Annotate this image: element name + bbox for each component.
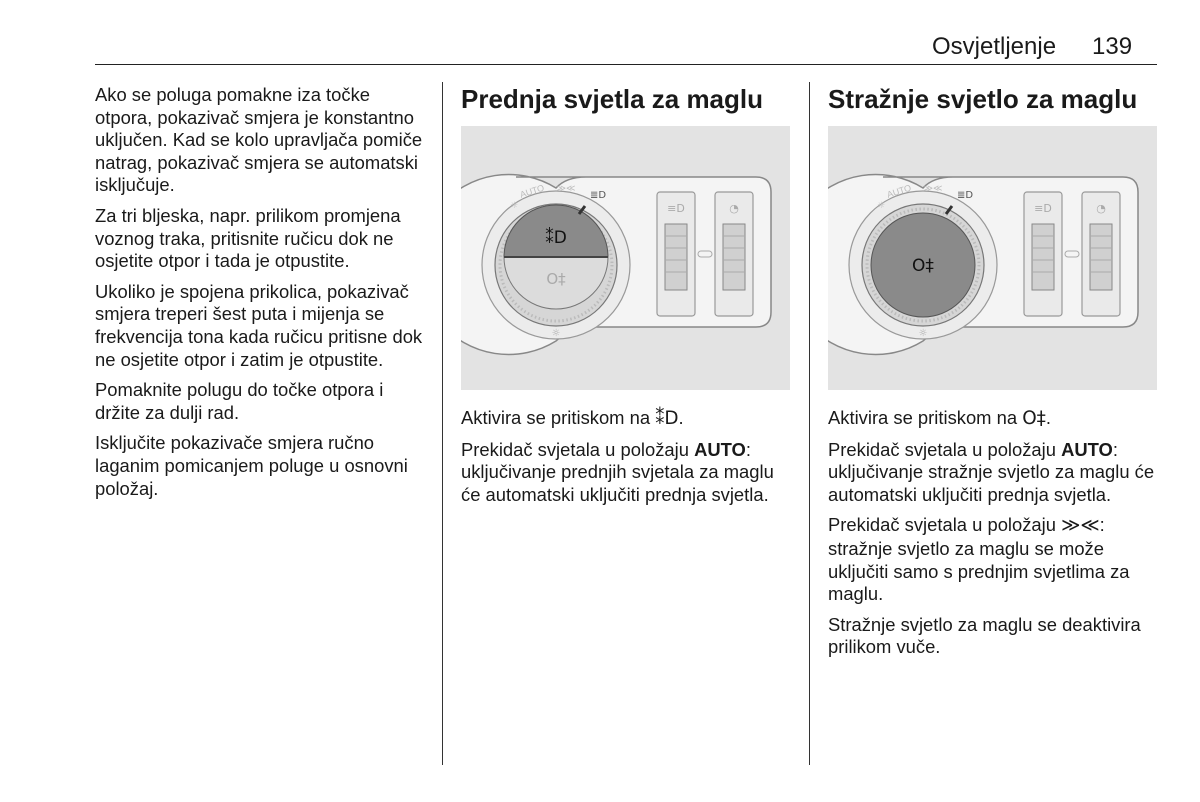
light-switch-figure-rear: [828, 126, 1157, 390]
light-switch-figure-front: [461, 126, 790, 390]
section-heading-rear-fog: Stražnje svjetlo za maglu: [828, 84, 1138, 114]
sidelight-paragraph: Prekidač svjetala u položaju ≫≪: stražnje svjetlo za maglu se može uključiti samo s prednjim svjetlima za maglu.: [828, 514, 1130, 605]
light-switch-illustration: [828, 126, 1157, 390]
off-position-icon: ☼: [509, 201, 519, 211]
headlight-range-icon: ≡D: [1034, 202, 1052, 215]
sidelight-position-icon: ≫≪: [923, 184, 943, 194]
paragraph: Za tri bljeska, napr. prilikom promjena voznog traka, pritisnite ručicu dok ne osjetite otpor i tada je otpustite.: [95, 204, 401, 272]
auto-paragraph: Prekidač svjetala u položaju AUTO: uključivanje stražnje svjetlo za maglu će automatski uključiti prednja svjetla.: [828, 438, 1155, 505]
activate-paragraph: Aktivira se pritiskom na ⁑D.: [461, 407, 684, 429]
sidelight-icon: ≫≪: [1061, 515, 1100, 537]
chapter-title: Osvjetljenje: [932, 33, 1057, 60]
auto-label: AUTO: [1061, 438, 1113, 460]
headlight-position-icon: ≣D: [589, 190, 607, 201]
instrument-illumination-icon: ☼: [551, 328, 561, 339]
auto-position-label: AUTO: [885, 182, 913, 200]
section-heading-front-fog: Prednja svjetla za maglu: [461, 84, 764, 114]
paragraph: Ukoliko je spojena prikolica, pokazivač smjera treperi šest puta i mijenja se frekvencija tona kada ručicu pritisne dok ne osjetite otpor i zatim je otpustite.: [95, 280, 423, 370]
column-2: [461, 84, 791, 514]
front-fog-icon: ⁑D: [655, 408, 679, 429]
paragraph: Ako se poluga pomakne iza točke otpora, pokazivač smjera je konstantno uključen. Kad se kolo upravljača pomiče natrag, pokazivač smjera se automatski isključuje.: [95, 84, 423, 196]
page-number: 139: [1092, 33, 1133, 60]
towing-paragraph: Stražnje svjetlo za maglu se deaktivira prilikom vuče.: [828, 613, 1141, 658]
column-divider-1: [442, 82, 443, 765]
dimmer-icon: ◔: [1096, 202, 1106, 215]
auto-label: AUTO: [694, 438, 746, 460]
off-position-icon: ☼: [876, 201, 886, 211]
auto-paragraph: Prekidač svjetala u položaju AUTO: uključivanje prednjih svjetala za maglu će automatski uključiti prednja svjetla.: [461, 438, 774, 505]
dimmer-icon: ◔: [729, 202, 739, 215]
column-divider-2: [809, 82, 810, 765]
rear-fog-button-icon[interactable]: O‡: [546, 270, 566, 288]
paragraph: Pomaknite polugu do točke otpora i držite za dulji rad.: [95, 379, 384, 423]
headlight-range-icon: ≡D: [667, 202, 685, 215]
activate-paragraph: Aktivira se pritiskom na O‡.: [828, 407, 1051, 429]
column-3: [828, 84, 1158, 667]
instrument-illumination-icon: ☼: [918, 328, 928, 339]
auto-position-label: AUTO: [518, 182, 546, 200]
light-switch-illustration: [461, 126, 790, 390]
front-fog-button-icon[interactable]: ⁑D: [545, 228, 567, 248]
header-rule: [95, 64, 1157, 65]
rear-fog-button-icon[interactable]: O‡: [912, 256, 934, 276]
headlight-position-icon: ≣D: [956, 190, 974, 201]
rear-fog-icon: O‡: [1022, 408, 1046, 429]
sidelight-position-icon: ≫≪: [556, 184, 576, 194]
column-1: [95, 84, 430, 508]
paragraph: Isključite pokazivače smjera ručno laganim pomicanjem poluge u osnovni položaj.: [95, 432, 408, 499]
